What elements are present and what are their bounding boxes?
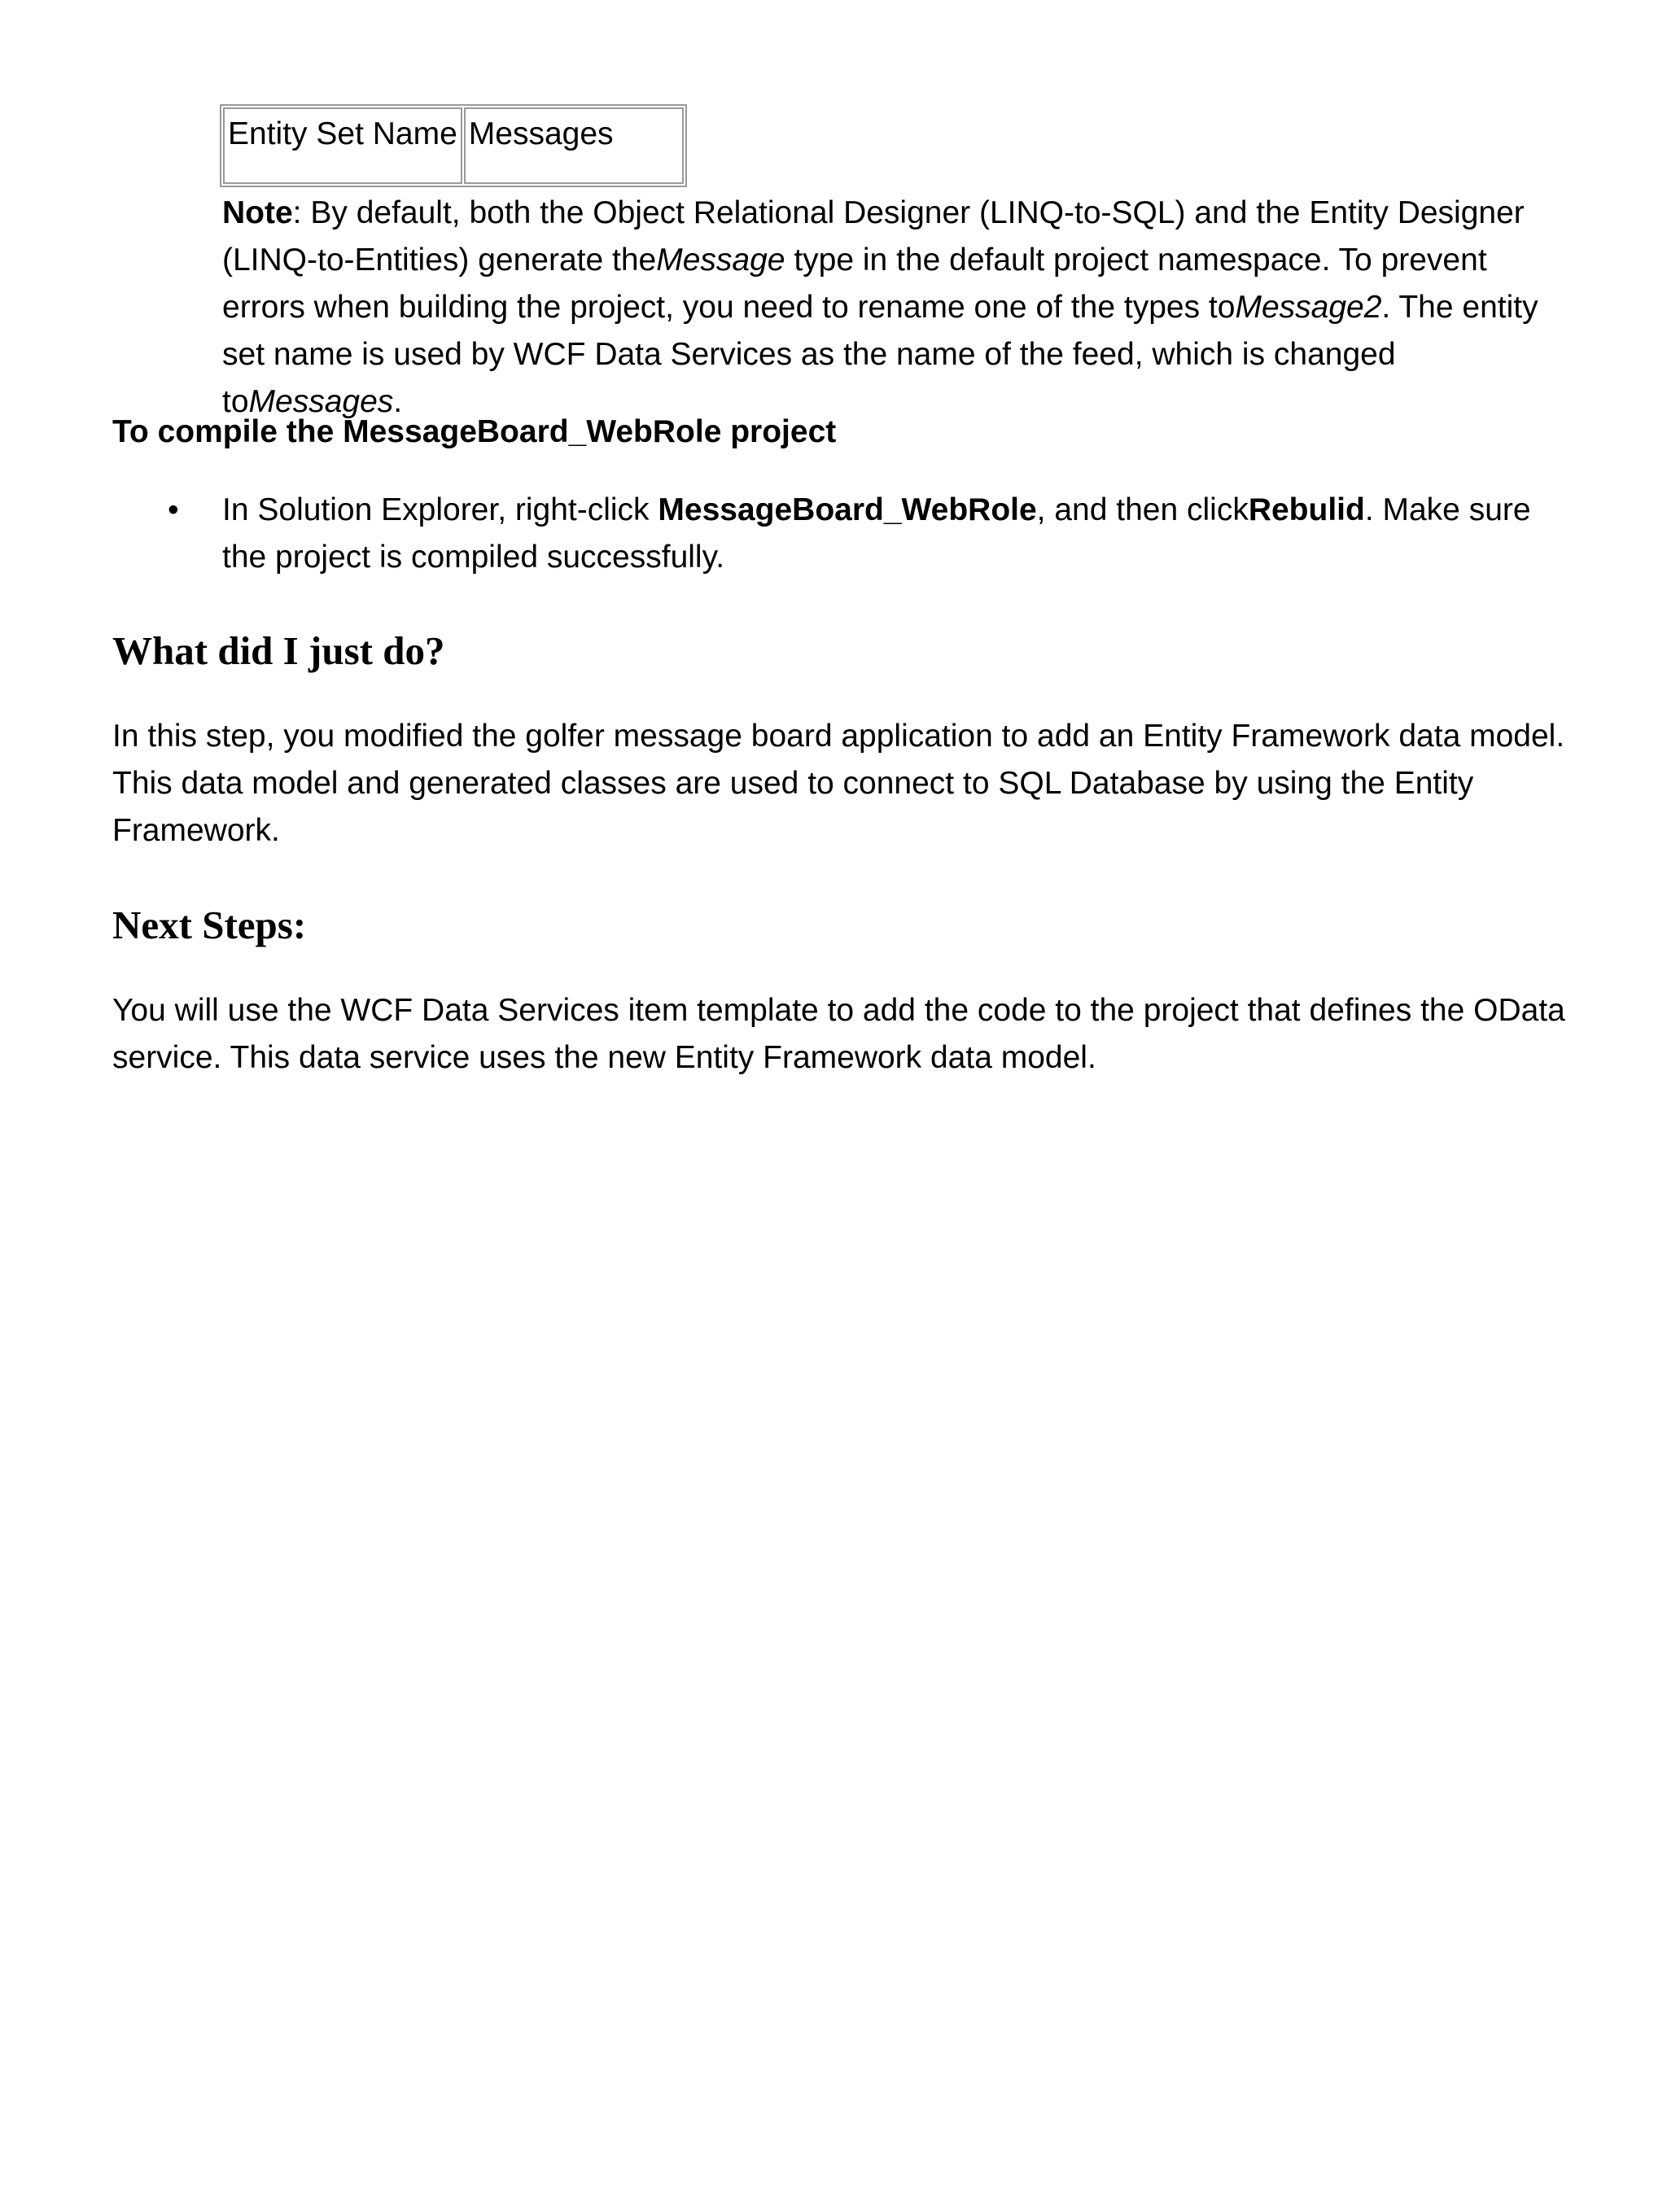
table-row <box>223 107 684 184</box>
property-name-cell: Entity Set Name <box>223 107 462 184</box>
section-heading-next-steps: Next Steps: <box>112 903 307 947</box>
note-italic-message2: Message2 <box>1235 290 1382 325</box>
note-text-3: . The entity set name is used by WCF Data Services as the name of the feed, which is changed to <box>222 290 1538 419</box>
step-text-1: In Solution Explorer, right-click <box>222 492 658 527</box>
procedure-heading: To compile the MessageBoard_WebRole project <box>112 414 837 449</box>
next-steps-paragraph: You will use the WCF Data Services item template to add the code to the project that defines the OData service. This data service uses the new Entity Framework data model. <box>112 993 1565 1075</box>
bullet-icon: • <box>168 492 179 527</box>
note-italic-messages: Messages <box>248 384 394 419</box>
note-text-4: . <box>393 384 403 419</box>
list-item <box>112 487 1557 581</box>
what-did-i-do-paragraph: In this step, you modified the golfer message board application to add an Entity Framework data model. This data model and generated classes are used to connect to SQL Database by using the Entity Framework. <box>112 719 1565 848</box>
note-text-2: type in the default project namespace. To prevent errors when building the project, you need to rename one of the types to <box>222 243 1487 325</box>
procedure-steps <box>112 487 1577 581</box>
note-italic-message: Message <box>656 243 785 278</box>
step-bold-project: MessageBoard_WebRole <box>658 492 1037 527</box>
note-paragraph <box>222 190 1557 426</box>
step-text-2: , and then click <box>1036 492 1249 527</box>
step-text-3: . Make sure the project is compiled successfully. <box>222 492 1531 575</box>
note-label: Note <box>222 195 293 230</box>
step-bold-rebuild: Rebulid <box>1248 492 1365 527</box>
note-text-1: : By default, both the Object Relational Designer (LINQ-to-SQL) and the Entity Designer (LINQ-to-Entities) generate the <box>222 195 1525 278</box>
entity-properties-table <box>220 104 687 187</box>
section-heading-what-did-i-do: What did I just do? <box>112 628 445 673</box>
property-value-cell: Messages <box>464 107 684 184</box>
